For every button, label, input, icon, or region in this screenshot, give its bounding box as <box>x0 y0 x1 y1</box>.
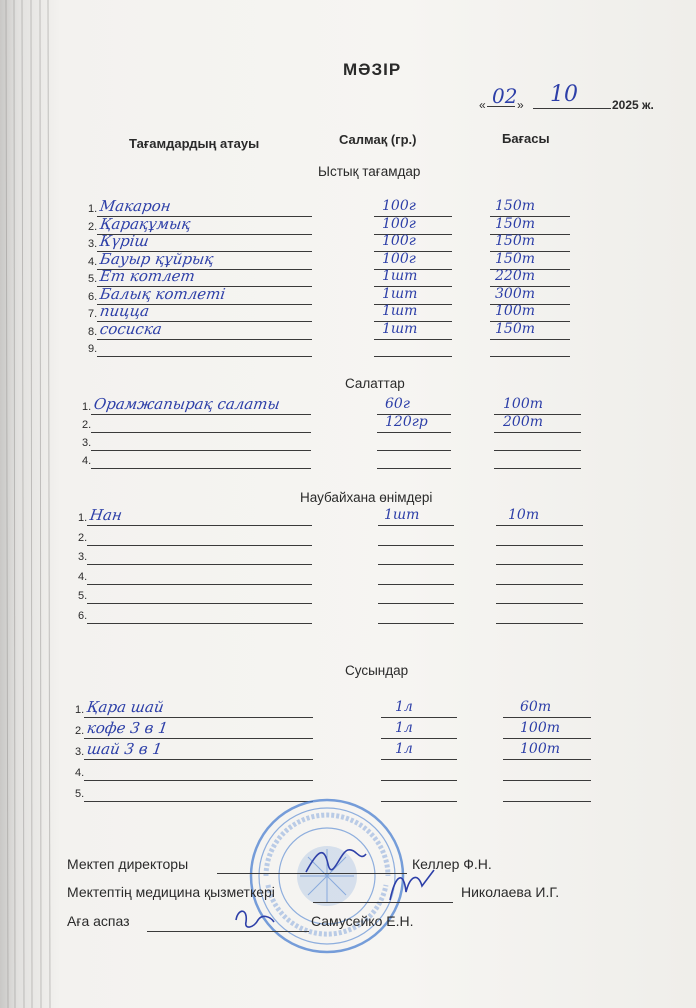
medic-label: Мектептің медицина қызметкері <box>67 884 275 900</box>
column-header-weight: Салмақ (гр.) <box>339 132 417 147</box>
weight-line <box>378 603 454 604</box>
weight-line <box>378 564 454 565</box>
dish-name: Бауыр құйрық <box>98 249 215 268</box>
name-line <box>84 780 313 781</box>
row-number: 1. <box>75 704 85 716</box>
name-line <box>87 623 312 624</box>
dish-weight: 100г <box>382 250 416 267</box>
weight-line <box>381 780 457 781</box>
dish-price: 10т <box>508 507 540 523</box>
name-line <box>91 468 311 469</box>
row-number: 9. <box>88 343 98 355</box>
dish-price: 200т <box>503 414 543 430</box>
date-month: 10 <box>550 82 578 107</box>
director-name: Келлер Ф.Н. <box>412 856 492 872</box>
dish-price: 100т <box>503 396 543 412</box>
dish-weight: 100г <box>382 198 416 214</box>
weight-line <box>378 525 454 526</box>
dish-weight: 1л <box>395 741 413 757</box>
dish-weight: 1шт <box>382 303 418 319</box>
weight-line <box>374 356 452 357</box>
price-line <box>496 623 583 624</box>
section-title-hot-dishes: Ыстық тағамдар <box>318 164 421 179</box>
price-line <box>503 801 591 802</box>
dish-price: 100т <box>520 720 560 736</box>
dish-name: Күріш <box>98 232 151 250</box>
price-line <box>496 584 583 585</box>
chef-label: Аға аспаз <box>67 913 130 929</box>
name-line <box>87 525 312 526</box>
name-line <box>87 564 312 565</box>
document-title: МӘЗІР <box>343 60 402 79</box>
name-line <box>91 432 311 433</box>
dish-name: Қарақұмық <box>98 214 192 233</box>
name-line <box>84 738 313 739</box>
dish-weight: 1шт <box>384 507 420 523</box>
price-line <box>503 759 591 760</box>
row-number: 2. <box>88 220 98 233</box>
dish-name: Орамжапырақ салаты <box>92 395 282 413</box>
dish-name: пицца <box>98 302 151 320</box>
weight-line <box>377 432 451 433</box>
dish-price: 100т <box>520 741 560 757</box>
dish-price: 150т <box>495 215 535 232</box>
price-line <box>503 738 591 739</box>
row-number: 4. <box>82 455 92 467</box>
row-number: 5. <box>88 273 98 285</box>
section-title-salads: Салаттар <box>345 376 405 391</box>
name-line <box>91 450 311 451</box>
price-line <box>494 468 581 469</box>
date-open-quote: « <box>479 98 486 112</box>
row-number: 4. <box>75 767 85 779</box>
dish-weight: 60г <box>385 396 410 412</box>
director-signature-mark <box>300 842 370 878</box>
name-line <box>84 759 313 760</box>
dish-name: Нан <box>88 506 124 524</box>
row-number: 8. <box>88 325 98 338</box>
price-line <box>490 356 570 357</box>
scan-edge-shadow <box>0 0 60 1008</box>
dish-weight: 1шт <box>382 320 418 337</box>
row-number: 3. <box>78 551 88 563</box>
dish-name: Ет котлет <box>98 267 197 285</box>
chef-signature-line <box>147 931 309 932</box>
dish-weight: 1шт <box>382 285 418 302</box>
weight-line <box>378 623 454 624</box>
price-line <box>503 717 591 718</box>
price-line <box>494 432 581 433</box>
date-month-line <box>533 108 611 109</box>
name-line <box>84 801 313 802</box>
weight-line <box>381 759 457 760</box>
medic-name: Николаева И.Г. <box>461 884 560 900</box>
section-title-bakery: Наубайхана өнімдері <box>300 490 433 505</box>
weight-line <box>381 801 457 802</box>
dish-name: кофе 3 в 1 <box>85 719 169 737</box>
dish-price: 150т <box>495 320 535 337</box>
weight-line <box>381 738 457 739</box>
dish-price: 300т <box>495 285 535 302</box>
dish-weight: 1л <box>395 720 413 736</box>
dish-name: Қара шай <box>85 698 165 716</box>
chef-signature-mark <box>230 902 280 934</box>
section-title-drinks: Сусындар <box>345 663 409 678</box>
row-number: 1. <box>78 512 88 524</box>
name-line <box>87 603 312 604</box>
date-day: 02 <box>492 84 518 108</box>
name-line <box>91 414 311 415</box>
dish-weight: 100г <box>382 233 416 249</box>
dish-price: 150т <box>495 250 535 267</box>
row-number: 6. <box>88 290 98 303</box>
row-number: 5. <box>78 590 88 602</box>
row-number: 2. <box>75 725 85 737</box>
director-label: Мектеп директоры <box>67 856 189 872</box>
dish-price: 220т <box>495 268 535 284</box>
weight-line <box>378 545 454 546</box>
dish-price: 150т <box>495 233 535 249</box>
weight-line <box>378 584 454 585</box>
weight-line <box>374 339 452 340</box>
dish-price: 150т <box>495 198 535 214</box>
dish-name: Макарон <box>98 197 172 215</box>
price-line <box>496 545 583 546</box>
name-line <box>87 584 312 585</box>
name-line <box>87 545 312 546</box>
row-number: 3. <box>75 746 85 758</box>
row-number: 3. <box>88 238 98 250</box>
price-line <box>494 450 581 451</box>
row-number: 4. <box>78 570 88 583</box>
dish-weight: 120гр <box>385 414 428 430</box>
dish-weight: 1л <box>395 699 413 715</box>
weight-line <box>377 468 451 469</box>
dish-price: 60т <box>520 699 552 715</box>
weight-line <box>377 450 451 451</box>
date-close-quote: » <box>517 98 524 112</box>
row-number: 3. <box>82 437 92 449</box>
name-line <box>97 356 312 357</box>
dish-weight: 1шт <box>382 268 418 284</box>
name-line <box>97 339 312 340</box>
row-number: 2. <box>78 531 88 544</box>
price-line <box>496 603 583 604</box>
date-year: 2025 ж. <box>612 98 654 112</box>
dish-name: шай 3 в 1 <box>85 740 164 758</box>
chef-name: Самусейко Е.Н. <box>311 913 414 929</box>
price-line <box>490 339 570 340</box>
row-number: 7. <box>88 308 98 320</box>
row-number: 1. <box>88 203 98 215</box>
name-line <box>84 717 313 718</box>
price-line <box>496 564 583 565</box>
row-number: 2. <box>82 419 92 431</box>
dish-name: Балық котлеті <box>98 284 227 303</box>
dish-price: 100т <box>495 303 535 319</box>
row-number: 5. <box>75 788 85 800</box>
weight-line <box>381 717 457 718</box>
date-day-line <box>487 106 515 107</box>
row-number: 4. <box>88 255 98 268</box>
medic-signature-mark <box>382 866 442 906</box>
row-number: 1. <box>82 401 92 413</box>
dish-weight: 100г <box>382 215 416 232</box>
column-header-name: Тағамдардың атауы <box>129 136 260 151</box>
column-header-price: Бағасы <box>502 131 550 146</box>
price-line <box>503 780 591 781</box>
dish-name: сосиска <box>98 319 164 338</box>
row-number: 6. <box>78 609 88 622</box>
price-line <box>496 525 583 526</box>
